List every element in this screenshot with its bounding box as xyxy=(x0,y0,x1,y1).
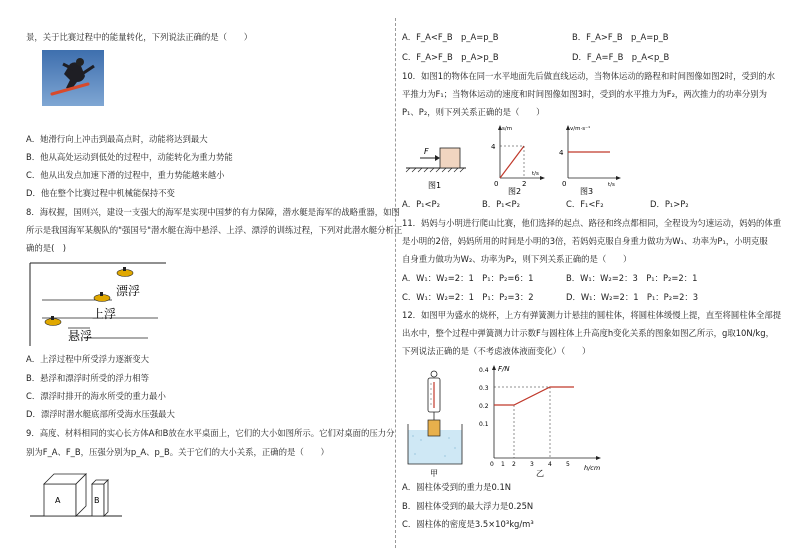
yi-xlabel: h/cm xyxy=(584,464,601,472)
blocks-figure xyxy=(28,466,124,522)
q11-option-c: C．W₁：W₂=2：1 P₁：P₂=3：2 xyxy=(402,292,534,302)
q10-option-d: D．P₁>P₂ xyxy=(650,199,689,209)
yi-xtick-4: 4 xyxy=(548,461,552,468)
q7-option-c: C．他从出发点加速下滑的过程中，重力势能越来越小 xyxy=(26,170,225,180)
q7-stem: 景，关于比赛过程中的能量转化，下列说法正确的是（ ） xyxy=(26,32,253,42)
q8-option-a: A．上浮过程中所受浮力逐渐变大 xyxy=(26,354,149,364)
q7-option-d: D．他在整个比赛过程中机械能保持不变 xyxy=(26,188,175,198)
q12-stem-line3: 下列说法正确的是（不考虑液体液面变化）（ ） xyxy=(402,346,591,356)
ground-hatch xyxy=(406,168,464,172)
q11-stem-line3: 自身重力做功为W₂、功率为P₂，则下列关系正确的是（ ） xyxy=(402,254,632,264)
column-divider xyxy=(395,18,396,548)
q12-figure-yi xyxy=(478,362,606,478)
fig3-origin: 0 xyxy=(562,180,567,188)
spring-scale xyxy=(428,371,440,420)
yi-ylabel: F/N xyxy=(498,365,510,373)
label-rising: 上浮 xyxy=(92,307,117,321)
force-label: F xyxy=(424,147,429,156)
submarine-floating xyxy=(117,267,133,277)
fig3-caption: 图3 xyxy=(580,187,594,196)
q8-option-c: C．漂浮时排开的海水所受的重力最小 xyxy=(26,391,166,401)
block-a xyxy=(44,474,86,516)
q7-option-a: A．她滑行向上冲击到最高点时，动能将达到最大 xyxy=(26,134,208,144)
q9-option-a: A．F_A<F_B p_A=p_B xyxy=(402,32,499,42)
q10-figure-3 xyxy=(556,122,622,196)
q8-stem-line1: 8．海权握，国则兴，建设一支强大的海军是实现中国梦的有力保障，潜水艇是海军的战略重器，如图 xyxy=(26,207,400,217)
q11-stem-line1: 11．妈妈与小明进行爬山比赛，他们选择的起点、路径和终点都相同，全程设为匀速运动，妈妈的体重 xyxy=(402,218,782,228)
fig2-ylabel: s/m xyxy=(502,126,513,132)
label-suspended: 悬浮 xyxy=(68,329,93,343)
yi-ytick-01: 0.1 xyxy=(479,421,489,428)
q10-stem-line3: P₁、P₂，则下列关系正确的是（ ） xyxy=(402,107,545,117)
fig1-caption: 图1 xyxy=(428,181,442,190)
cylinder xyxy=(428,420,440,436)
q8-option-d: D．漂浮时潜水艇底部所受海水压强最大 xyxy=(26,409,175,419)
fig2-ytick: 4 xyxy=(491,143,496,151)
q10-option-b: B．P₁<P₂ xyxy=(482,199,520,209)
q10-option-c: C．F₁<F₂ xyxy=(566,199,604,209)
block-a-label: A xyxy=(55,496,61,505)
yi-xtick-1: 1 xyxy=(501,461,505,468)
q10-stem-line2: 平推力为F₁；当物体运动的速度和时间图像如图3时，受到的水平推力为F₂，两次推力的功率分别为 xyxy=(402,89,768,99)
fig2-xlabel: t/s xyxy=(532,171,539,177)
q11-option-a: A．W₁：W₂=2：1 P₁：P₂=6：1 xyxy=(402,273,534,283)
submarine-suspended xyxy=(45,316,61,326)
q10-figure-2 xyxy=(488,122,546,196)
yi-ytick-04: 0.4 xyxy=(479,367,489,374)
yi-xtick-0: 0 xyxy=(490,461,494,468)
q7-option-b: B．他从高处运动到低处的过程中，动能转化为重力势能 xyxy=(26,152,233,162)
submarine-figure xyxy=(28,260,168,348)
q8-stem-line2: 所示是我国海军某舰队的"强国号"潜水艇在海中悬浮、上浮、漂浮的训练过程，下列对此潜水艇分析正 xyxy=(26,225,403,235)
q11-option-d: D．W₁：W₂=2：1 P₁：P₂=2：3 xyxy=(566,292,699,302)
q12-figure-jia xyxy=(404,368,466,478)
q10-option-a: A．P₁<P₂ xyxy=(402,199,440,209)
q12-option-b: B．圆柱体受到的最大浮力是0.25N xyxy=(402,501,534,511)
yi-ytick-02: 0.2 xyxy=(479,403,489,410)
q12-stem-line1: 12．如图甲为盛水的烧杯，上方有弹簧测力计悬挂的圆柱体，将圆柱体缓慢上提，直至将圆柱体全部提 xyxy=(402,310,782,320)
q12-option-a: A．圆柱体受到的重力是0.1N xyxy=(402,482,512,492)
q10-stem-line1: 10．如图1的物体在同一水平地面先后做直线运动，当物体运动的路程和时间图像如图2时，受到的水 xyxy=(402,71,776,81)
q12-stem-line2: 出水中，整个过程中弹簧测力计示数F与圆柱体上升高度h变化关系的图象如图乙所示，g取10N/kg， xyxy=(402,328,774,338)
yi-caption: 乙 xyxy=(536,469,544,478)
yi-xtick-3: 3 xyxy=(530,461,534,468)
fig3-xlabel: t/s xyxy=(608,182,615,188)
q8-stem-line3: 确的是( ) xyxy=(26,243,67,253)
snowboarder-photo xyxy=(42,50,104,106)
q9-stem-line2: 别为F_A、F_B，压强分别为p_A、p_B。关于它们的大小关系，正确的是（ ） xyxy=(26,447,329,457)
block-b-label: B xyxy=(94,496,100,505)
fig2-origin: 0 xyxy=(494,180,499,188)
fig3-ytick: 4 xyxy=(559,149,564,157)
q8-option-b: B．悬浮和漂浮时所受的浮力相等 xyxy=(26,373,149,383)
fig2-xtick: 2 xyxy=(522,180,527,188)
yi-xtick-2: 2 xyxy=(512,461,516,468)
q12-option-c: C．圆柱体的密度是3.5×10³kg/m³ xyxy=(402,519,534,529)
q9-option-d: D．F_A=F_B p_A<p_B xyxy=(572,52,670,62)
label-floating: 漂浮 xyxy=(116,284,141,298)
fig2-caption: 图2 xyxy=(508,187,522,196)
s-t-line xyxy=(500,146,524,178)
q9-option-c: C．F_A>F_B p_A>p_B xyxy=(402,52,499,62)
f-h-line xyxy=(494,387,574,405)
yi-ytick-03: 0.3 xyxy=(479,385,489,392)
q10-figure-1 xyxy=(404,134,468,196)
q11-stem-line2: 是小明的2倍，妈妈所用的时间是小明的3倍，若妈妈克服自身重力做功为W₁、功率为P₁，小明克服 xyxy=(402,236,768,246)
fig3-ylabel: v/m·s⁻¹ xyxy=(570,126,591,132)
q9-option-b: B．F_A>F_B p_A=p_B xyxy=(572,32,669,42)
block xyxy=(440,148,460,168)
submarine-rising xyxy=(94,292,110,302)
jia-caption: 甲 xyxy=(430,469,438,478)
yi-xtick-5: 5 xyxy=(566,461,570,468)
q11-option-b: B．W₁：W₂=2：3 P₁：P₂=2：1 xyxy=(566,273,698,283)
q9-stem-line1: 9．高度、材料相同的实心长方体A和B放在水平桌面上，它们的大小如图所示。它们对桌面的压力分 xyxy=(26,428,395,438)
